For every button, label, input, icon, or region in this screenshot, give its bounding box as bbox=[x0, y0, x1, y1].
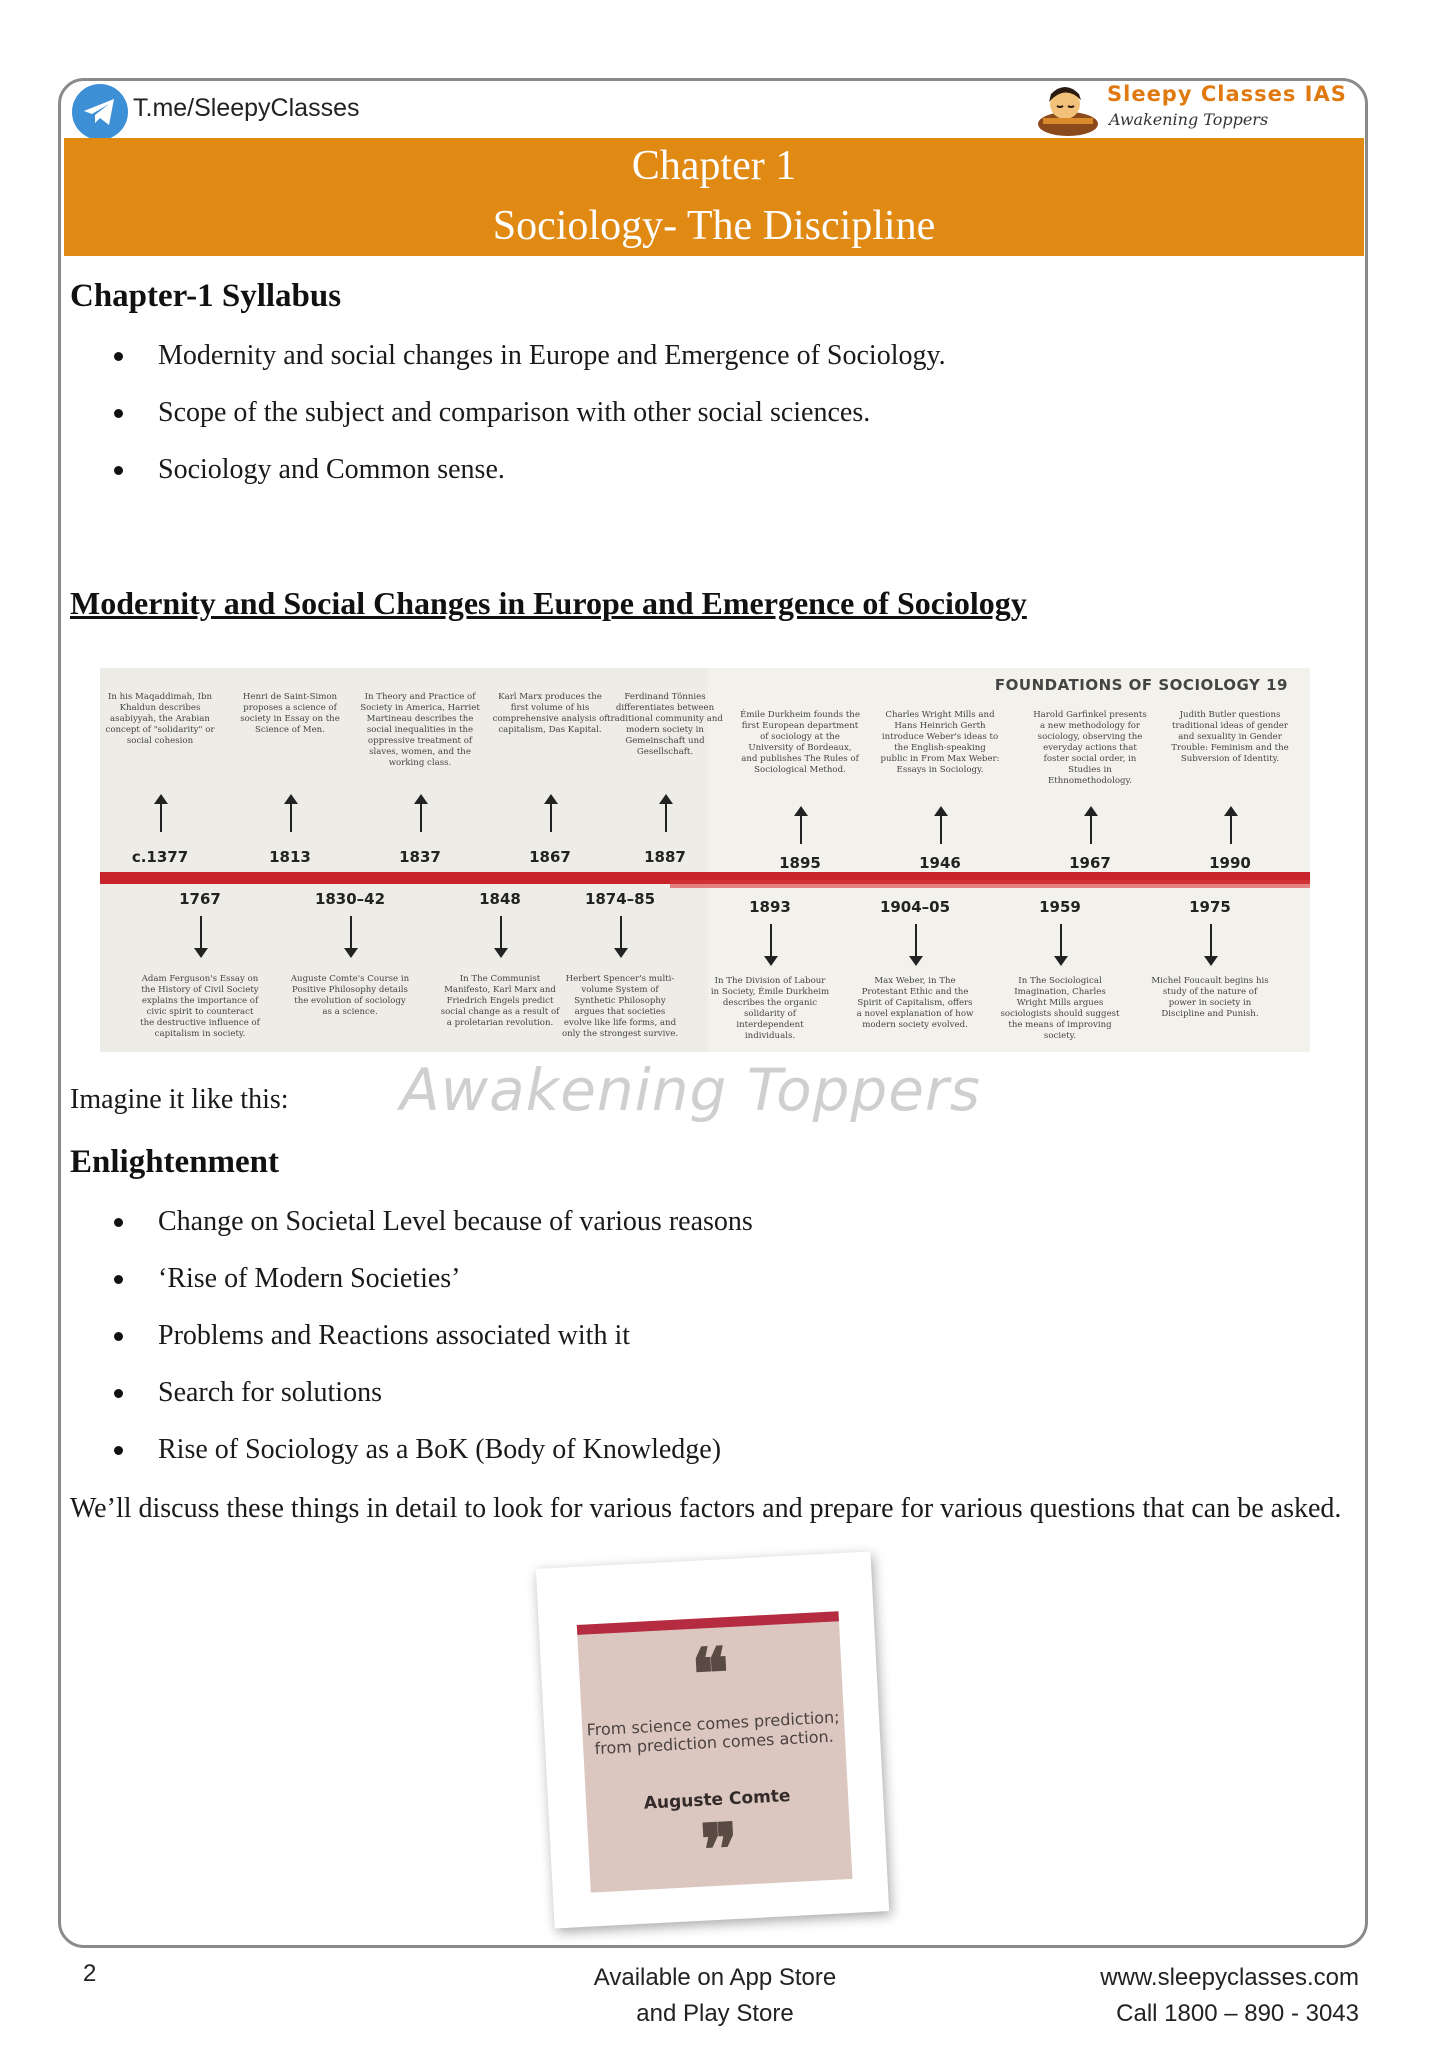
timeline-event-text: In The Division of Labour in Society, Émile Durkheim describes the organic solidarity of interdependent individuals. bbox=[710, 976, 830, 1041]
enlightenment-heading: Enlightenment bbox=[70, 1144, 280, 1180]
list-item bbox=[110, 1259, 1310, 1316]
timeline-event-text: Max Weber, in The Protestant Ethic and the Spirit of Capitalism, offers a novel explanation of how modern society evolved. bbox=[856, 976, 974, 1030]
timeline-event-text: Judith Butler questions traditional ideas of gender and sexuality in Gender Trouble: Feminism and the Subversion of Identity. bbox=[1171, 710, 1289, 764]
timeline-year: 1837 bbox=[399, 848, 441, 866]
list-item-text: Rise of Sociology as a BoK (Body of Knowledge) bbox=[158, 1434, 722, 1465]
website-link[interactable]: www.sleepyclasses.com bbox=[1100, 1964, 1359, 1991]
down-arrow-icon bbox=[200, 916, 202, 956]
timeline-event-text: In The Communist Manifesto, Karl Marx and Friedrich Engels predict social change as a result of a proletarian revolution. bbox=[440, 974, 560, 1028]
list-item-text: Scope of the subject and comparison with other social sciences. bbox=[158, 397, 871, 428]
timeline-year: c.1377 bbox=[131, 848, 189, 866]
watermark: Awakening Toppers bbox=[400, 1056, 981, 1124]
timeline-red-line-shadow bbox=[670, 880, 1310, 888]
timeline-year: 1959 bbox=[1039, 898, 1081, 916]
telegram-icon[interactable] bbox=[72, 84, 128, 140]
list-item-text: Search for solutions bbox=[158, 1377, 382, 1408]
timeline-year: 1893 bbox=[749, 898, 791, 916]
list-item bbox=[110, 336, 1310, 393]
body-paragraph: We’ll discuss these things in detail to look for various factors and prepare for various questions that can be asked. bbox=[70, 1493, 1342, 1524]
list-item-text: Modernity and social changes in Europe and Emergence of Sociology. bbox=[158, 340, 946, 371]
bullet-icon bbox=[114, 352, 123, 361]
list-item bbox=[110, 1316, 1310, 1373]
down-arrow-icon bbox=[1210, 924, 1212, 964]
timeline-year: 1813 bbox=[269, 848, 311, 866]
bullet-icon bbox=[114, 409, 123, 418]
timeline-year: 1830–42 bbox=[314, 890, 386, 908]
timeline-year: 1946 bbox=[919, 854, 961, 872]
store-line-1: Available on App Store bbox=[593, 1964, 837, 1991]
sleepy-mascot-icon bbox=[1035, 80, 1101, 138]
timeline-year: 1867 bbox=[529, 848, 571, 866]
up-arrow-icon bbox=[550, 796, 552, 832]
chapter-number: Chapter 1 bbox=[631, 143, 797, 189]
list-item bbox=[110, 393, 1310, 450]
bullet-icon bbox=[114, 1332, 123, 1341]
down-arrow-icon bbox=[1060, 924, 1062, 964]
down-arrow-icon bbox=[770, 924, 772, 964]
timeline-year: 1990 bbox=[1209, 854, 1251, 872]
up-arrow-icon bbox=[800, 808, 802, 844]
brand-logo bbox=[1035, 80, 1355, 138]
timeline-year: 1904–05 bbox=[879, 898, 951, 916]
list-item-text: Sociology and Common sense. bbox=[158, 454, 505, 485]
list-item bbox=[110, 1202, 1310, 1259]
enlightenment-list bbox=[110, 1202, 1310, 1487]
store-line-2: and Play Store bbox=[636, 2000, 794, 2027]
timeline-event-text: Michel Foucault begins his study of the nature of power in society in Discipline and Punish. bbox=[1151, 976, 1269, 1019]
bullet-icon bbox=[114, 1389, 123, 1398]
close-quote-icon: ❞ bbox=[698, 1806, 741, 1892]
down-arrow-icon bbox=[620, 916, 622, 956]
list-item bbox=[110, 1430, 1310, 1487]
timeline-event-text: In The Sociological Imagination, Charles Wright Mills argues sociologists should suggest the means of improving society. bbox=[1000, 976, 1120, 1041]
page-number: 2 bbox=[83, 1960, 97, 1987]
telegram-link[interactable]: T.me/SleepyClasses bbox=[133, 94, 360, 122]
quote-inner bbox=[577, 1611, 853, 1892]
timeline-event-text: Herbert Spencer's multi-volume System of Synthetic Philosophy argues that societies evolve like life forms, and only the strongest survive. bbox=[561, 974, 679, 1039]
list-item-text: ‘Rise of Modern Societies’ bbox=[158, 1263, 461, 1294]
down-arrow-icon bbox=[915, 924, 917, 964]
timeline-event-text: In his Maqaddimah, Ibn Khaldun describes asabiyyah, the Arabian concept of "solidarity" or social cohesion bbox=[105, 692, 215, 746]
up-arrow-icon bbox=[1230, 808, 1232, 844]
timeline-event-text: Harold Garfinkel presents a new methodology for sociology, observing the everyday actions that foster social order, in Studies in Ethnomethodology. bbox=[1033, 710, 1147, 786]
bullet-icon bbox=[114, 1218, 123, 1227]
timeline-year: 1895 bbox=[779, 854, 821, 872]
timeline-event-text: Auguste Comte's Course in Positive Philosophy details the evolution of sociology as a science. bbox=[290, 974, 410, 1017]
quote-card bbox=[536, 1551, 889, 1928]
store-availability bbox=[540, 1960, 890, 2032]
timeline-event-text: Émile Durkheim founds the first European department of sociology at the University of Bordeaux, and publishes The Rules of Sociological Method. bbox=[740, 710, 860, 775]
timeline-event-text: In Theory and Practice of Society in America, Harriet Martineau describes the social inequalities in the oppressive treatment of slaves, women, and the working class. bbox=[360, 692, 480, 768]
section-heading: Modernity and Social Changes in Europe and Emergence of Sociology bbox=[70, 585, 1027, 621]
syllabus-heading: Chapter-1 Syllabus bbox=[70, 278, 342, 314]
syllabus-list bbox=[110, 336, 1310, 507]
list-item-text: Change on Societal Level because of various reasons bbox=[158, 1206, 753, 1237]
up-arrow-icon bbox=[290, 796, 292, 832]
contact-info bbox=[1100, 1960, 1359, 2032]
timeline-year: 1967 bbox=[1069, 854, 1111, 872]
timeline-event-text: Karl Marx produces the first volume of his comprehensive analysis of capitalism, Das Kapital. bbox=[492, 692, 608, 735]
timeline-year: 1848 bbox=[479, 890, 521, 908]
up-arrow-icon bbox=[1090, 808, 1092, 844]
timeline-year: 1887 bbox=[644, 848, 686, 866]
open-quote-icon: ❝ bbox=[689, 1631, 732, 1716]
down-arrow-icon bbox=[500, 916, 502, 956]
phone-number[interactable]: Call 1800 – 890 - 3043 bbox=[1116, 2000, 1359, 2027]
up-arrow-icon bbox=[665, 796, 667, 832]
timeline-event-text: Charles Wright Mills and Hans Heinrich Gerth introduce Weber's ideas to the English-speaking public in From Max Weber: Essays in Sociology. bbox=[880, 710, 1000, 775]
imagine-text: Imagine it like this: bbox=[70, 1084, 289, 1115]
timeline-event-text: Adam Ferguson's Essay on the History of Civil Society explains the importance of civic spirit to counteract the destructive influence of capitalism in society. bbox=[140, 974, 260, 1039]
timeline-year: 1767 bbox=[179, 890, 221, 908]
chapter-title: Sociology- The Discipline bbox=[492, 203, 936, 249]
bullet-icon bbox=[114, 1446, 123, 1455]
up-arrow-icon bbox=[160, 796, 162, 832]
bullet-icon bbox=[114, 466, 123, 475]
list-item bbox=[110, 450, 1310, 507]
list-item bbox=[110, 1373, 1310, 1430]
brand-tagline: Awakening Toppers bbox=[1109, 110, 1269, 129]
timeline-event-text: Henri de Saint-Simon proposes a science of society in Essay on the Science of Men. bbox=[240, 692, 340, 735]
up-arrow-icon bbox=[420, 796, 422, 832]
quote-author: Auguste Comte bbox=[643, 1786, 791, 1814]
quote-text: From science comes prediction; from prediction comes action. bbox=[586, 1707, 841, 1759]
timeline-title: FOUNDATIONS OF SOCIOLOGY 19 bbox=[994, 676, 1288, 694]
timeline-image bbox=[100, 668, 1310, 1052]
list-item-text: Problems and Reactions associated with it bbox=[158, 1320, 631, 1351]
bullet-icon bbox=[114, 1275, 123, 1284]
chapter-banner bbox=[64, 138, 1364, 256]
timeline-year: 1975 bbox=[1189, 898, 1231, 916]
brand-name: Sleepy Classes IAS bbox=[1107, 82, 1347, 106]
up-arrow-icon bbox=[940, 808, 942, 844]
down-arrow-icon bbox=[350, 916, 352, 956]
timeline-event-text: Ferdinand Tönnies differentiates between traditional community and modern society in Gemeinschaft und Gesellschaft. bbox=[607, 692, 723, 757]
timeline-year: 1874–85 bbox=[584, 890, 656, 908]
